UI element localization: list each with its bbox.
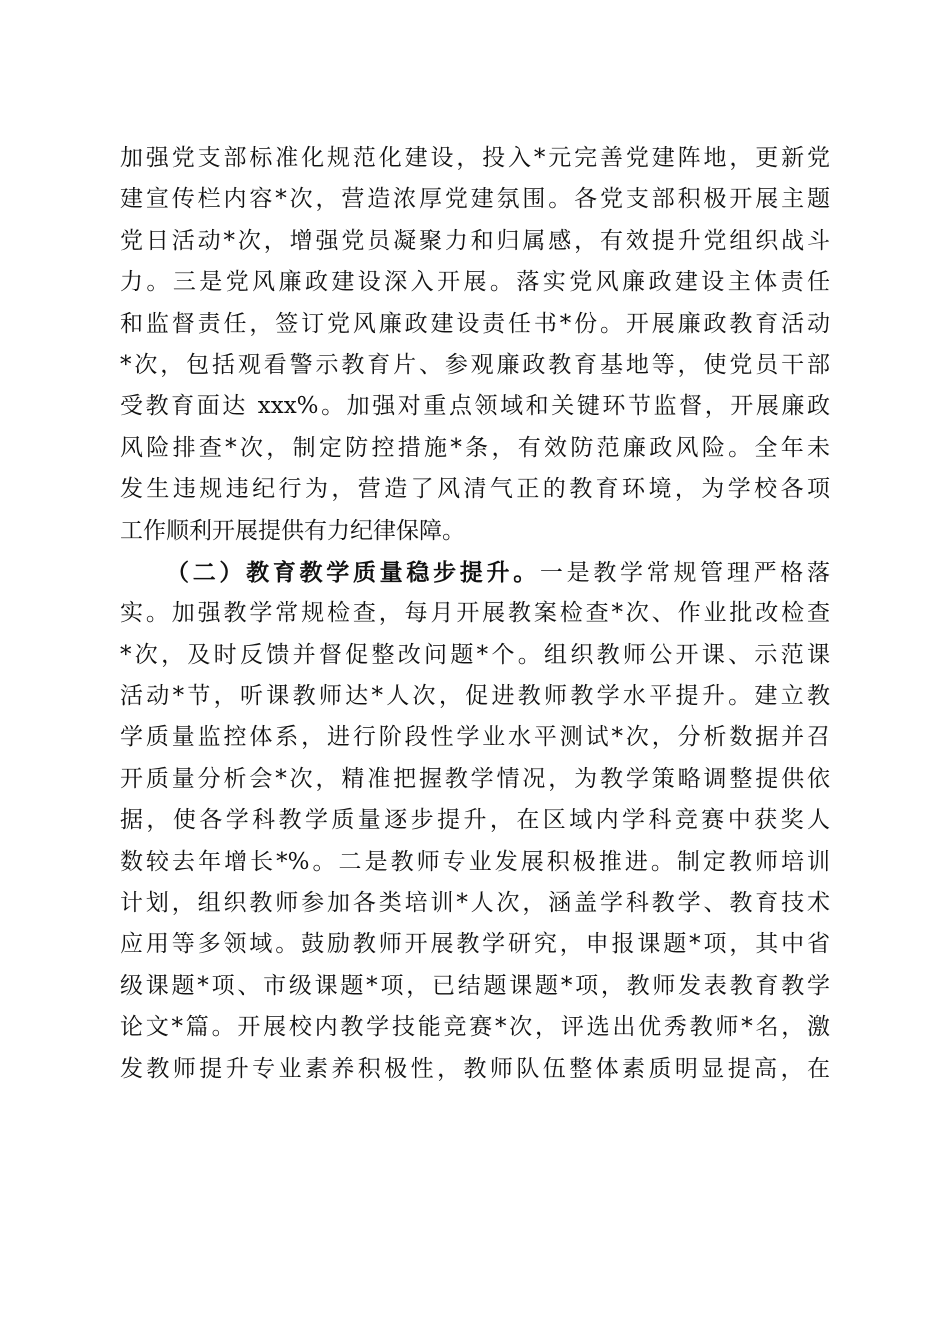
text-line: 级课题*项、市级课题*项，已结题课题*项，教师发表教育教学 <box>120 972 830 999</box>
text-line: *次，包括观看警示教育片、参观廉政教育基地等，使党员干部 <box>120 351 830 378</box>
text-line: 建宣传栏内容*次，营造浓厚党建氛围。各党支部积极开展主题 <box>120 186 830 213</box>
text-run: 一是教学常规管理严格落 <box>539 559 831 586</box>
text-line <box>120 552 830 593</box>
text-line: 论文*篇。开展校内教学技能竞赛*次，评选出优秀教师*名，激 <box>120 1014 830 1041</box>
paragraph-party-building <box>120 138 830 552</box>
text-line: 发生违规违纪行为，营造了风清气正的教育环境，为学校各项 <box>120 476 830 503</box>
text-line: 学质量监控体系，进行阶段性学业水平测试*次，分析数据并召 <box>120 724 830 751</box>
text-line: 活动*节，听课教师达*人次，促进教师教学水平提升。建立教 <box>120 683 830 710</box>
paragraph-teaching-quality <box>120 552 830 1090</box>
text-line: 发教师提升专业素养积极性，教师队伍整体素质明显提高，在 <box>120 1055 830 1082</box>
text-line: 计划，组织教师参加各类培训*人次，涵盖学科教学、教育技术 <box>120 890 830 917</box>
text-line: 风险排查*次，制定防控措施*条，有效防范廉政风险。全年未 <box>120 434 830 461</box>
text-line: 工作顺利开展提供有力纪律保障。 <box>120 517 465 544</box>
text-line: 受教育面达 xxx%。加强对重点领域和关键环节监督，开展廉政 <box>120 393 830 420</box>
document-body <box>120 138 830 1090</box>
text-line: 应用等多领域。鼓励教师开展教学研究，申报课题*项，其中省 <box>120 931 830 958</box>
text-line: *次，及时反馈并督促整改问题*个。组织教师公开课、示范课 <box>120 641 830 668</box>
text-line: 党日活动*次，增强党员凝聚力和归属感，有效提升党组织战斗 <box>120 227 830 254</box>
text-line: 开质量分析会*次，精准把握教学情况，为教学策略调整提供依 <box>120 765 830 792</box>
text-line: 加强党支部标准化规范化建设，投入*元完善党建阵地，更新党 <box>120 145 830 171</box>
text-line: 数较去年增长*%。二是教师专业发展积极推进。制定教师培训 <box>120 848 830 875</box>
text-line: 和监督责任，签订党风廉政建设责任书*份。开展廉政教育活动 <box>120 310 830 337</box>
text-line: 实。加强教学常规检查，每月开展教案检查*次、作业批改检查 <box>120 600 830 627</box>
text-line: 力。三是党风廉政建设深入开展。落实党风廉政建设主体责任 <box>120 269 830 296</box>
section-heading: （二）教育教学质量稳步提升。 <box>166 558 540 586</box>
text-line: 据，使各学科教学质量逐步提升，在区域内学科竞赛中获奖人 <box>120 807 830 834</box>
